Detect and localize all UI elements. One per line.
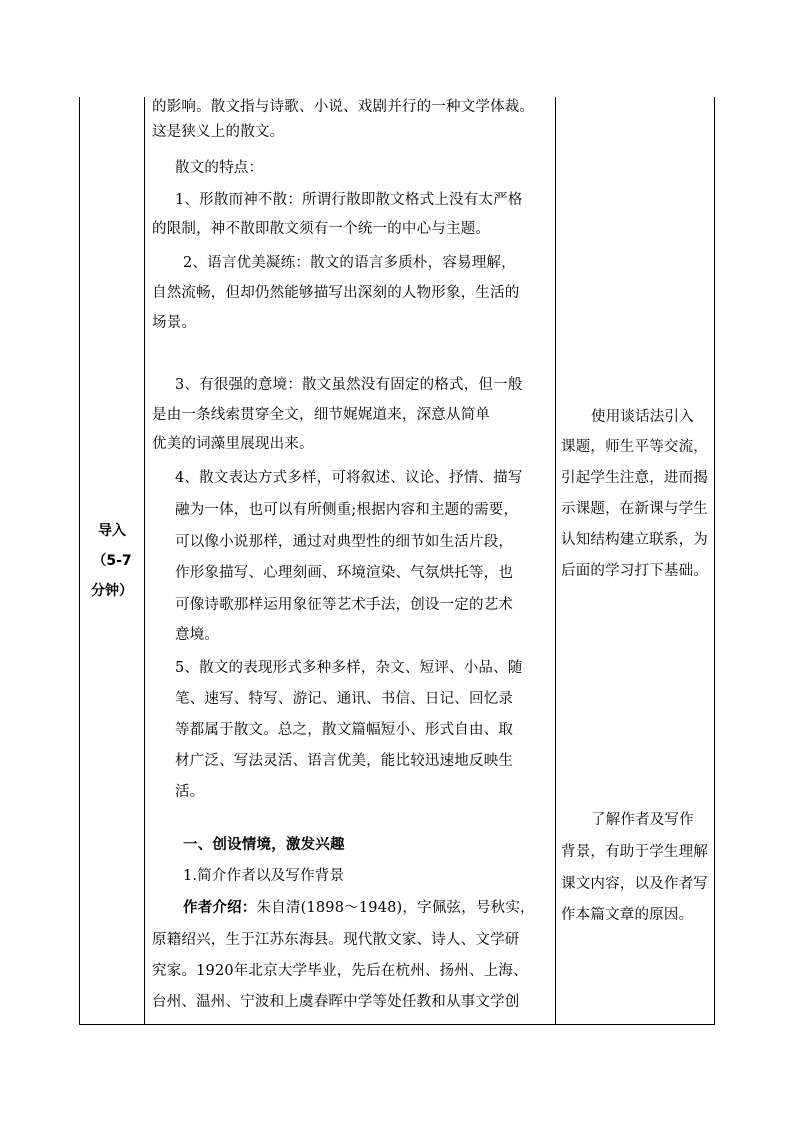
teaching-content-cell bbox=[145, 97, 556, 1025]
content-line: 自然流畅，但却仍然能够描写出深刻的人物形象，生活的 bbox=[152, 285, 520, 301]
stage-label-line: 分钟） bbox=[91, 582, 133, 599]
content-line: 散文的特点： bbox=[175, 160, 264, 176]
content-line: 笔、速写、特写、游记、通讯、书信、日记、回忆录 bbox=[175, 691, 514, 707]
intent-line: 背景，有助于学生理解 bbox=[561, 844, 708, 860]
content-line: 5、散文的表现形式多种多样，杂文、短评、小品、随 bbox=[175, 660, 523, 676]
content-line: 融为一体，也可以有所侧重;根据内容和主题的需要， bbox=[175, 502, 519, 518]
content-line: 可以像小说那样，通过对典型性的细节如生活片段， bbox=[175, 534, 514, 550]
intent-line: 课文内容，以及作者写 bbox=[561, 876, 708, 892]
intent-line: 作本篇文章的原因。 bbox=[561, 907, 694, 923]
content-line: 1、形散而神不散：所谓行散即散文格式上没有太严格 bbox=[175, 192, 523, 208]
content-line: 4、散文表达方式多样，可将叙述、议论、抒情、描写 bbox=[175, 470, 523, 486]
design-intent-cell bbox=[556, 97, 715, 1025]
content-line: 可像诗歌那样运用象征等艺术手法，创设一定的艺术 bbox=[175, 597, 514, 613]
stage-label bbox=[80, 516, 144, 606]
intent-line: 认知结构建立联系，为 bbox=[561, 532, 708, 548]
content-line: 原籍绍兴，生于江苏东海县。现代散文家、诗人、文学研 bbox=[152, 932, 520, 948]
stage-label-cell bbox=[80, 97, 145, 1025]
section-heading: 一、创设情境，激发兴趣 bbox=[183, 837, 345, 853]
intent-line: 使用谈话法引入 bbox=[591, 409, 694, 425]
content-line: 材广泛、写法灵活、语言优美，能比较迅速地反映生 bbox=[175, 753, 514, 769]
lesson-plan-table bbox=[79, 97, 715, 1025]
content-line bbox=[183, 898, 580, 918]
content-line: 场景。 bbox=[152, 315, 197, 331]
content-line: 意境。 bbox=[175, 627, 220, 643]
table-row bbox=[80, 97, 715, 1025]
content-line: 是由一条线索贯穿全文，细节娓娓道来，深意从简单 bbox=[152, 407, 491, 423]
intent-line: 了解作者及写作 bbox=[591, 812, 694, 828]
author-intro-text: 朱自清(1898～1948)，字佩弦，号秋实， bbox=[256, 900, 535, 916]
intent-line: 示课题，在新课与学生 bbox=[561, 501, 708, 517]
content-line: 2、语言优美凝练：散文的语言多质朴，容易理解， bbox=[183, 255, 516, 271]
intent-line: 课题，师生平等交流， bbox=[561, 439, 708, 455]
content-line: 台州、温州、宁波和上虞春晖中学等处任教和从事文学创 bbox=[152, 994, 520, 1010]
stage-label-line: 导入 bbox=[98, 522, 126, 539]
author-intro-label: 作者介绍： bbox=[183, 900, 257, 916]
content-line: 的限制，神不散即散文须有一个统一的中心与主题。 bbox=[152, 221, 491, 237]
stage-label-line: （5-7 bbox=[92, 552, 132, 569]
content-line: 作形象描写、心理刻画、环境渲染、气氛烘托等，也 bbox=[175, 565, 514, 581]
content-line: 优美的词藻里展现出来。 bbox=[152, 436, 314, 452]
content-line: 究家。1920年北京大学毕业，先后在杭州、扬州、上海、 bbox=[152, 963, 528, 979]
intent-line: 引起学生注意，进而揭 bbox=[561, 470, 708, 486]
content-line: 的影响。散文指与诗歌、小说、戏剧并行的一种文学体裁。 bbox=[152, 99, 535, 115]
content-line: 等都属于散文。总之，散文篇幅短小、形式自由、取 bbox=[175, 722, 514, 738]
content-line: 3、有很强的意境：散文虽然没有固定的格式，但一般 bbox=[175, 377, 523, 393]
content-line: 这是狭义上的散文。 bbox=[152, 124, 285, 140]
intent-line: 后面的学习打下基础。 bbox=[561, 563, 708, 579]
content-line: 1.简介作者以及写作背景 bbox=[183, 868, 345, 884]
content-line: 活。 bbox=[175, 784, 205, 800]
